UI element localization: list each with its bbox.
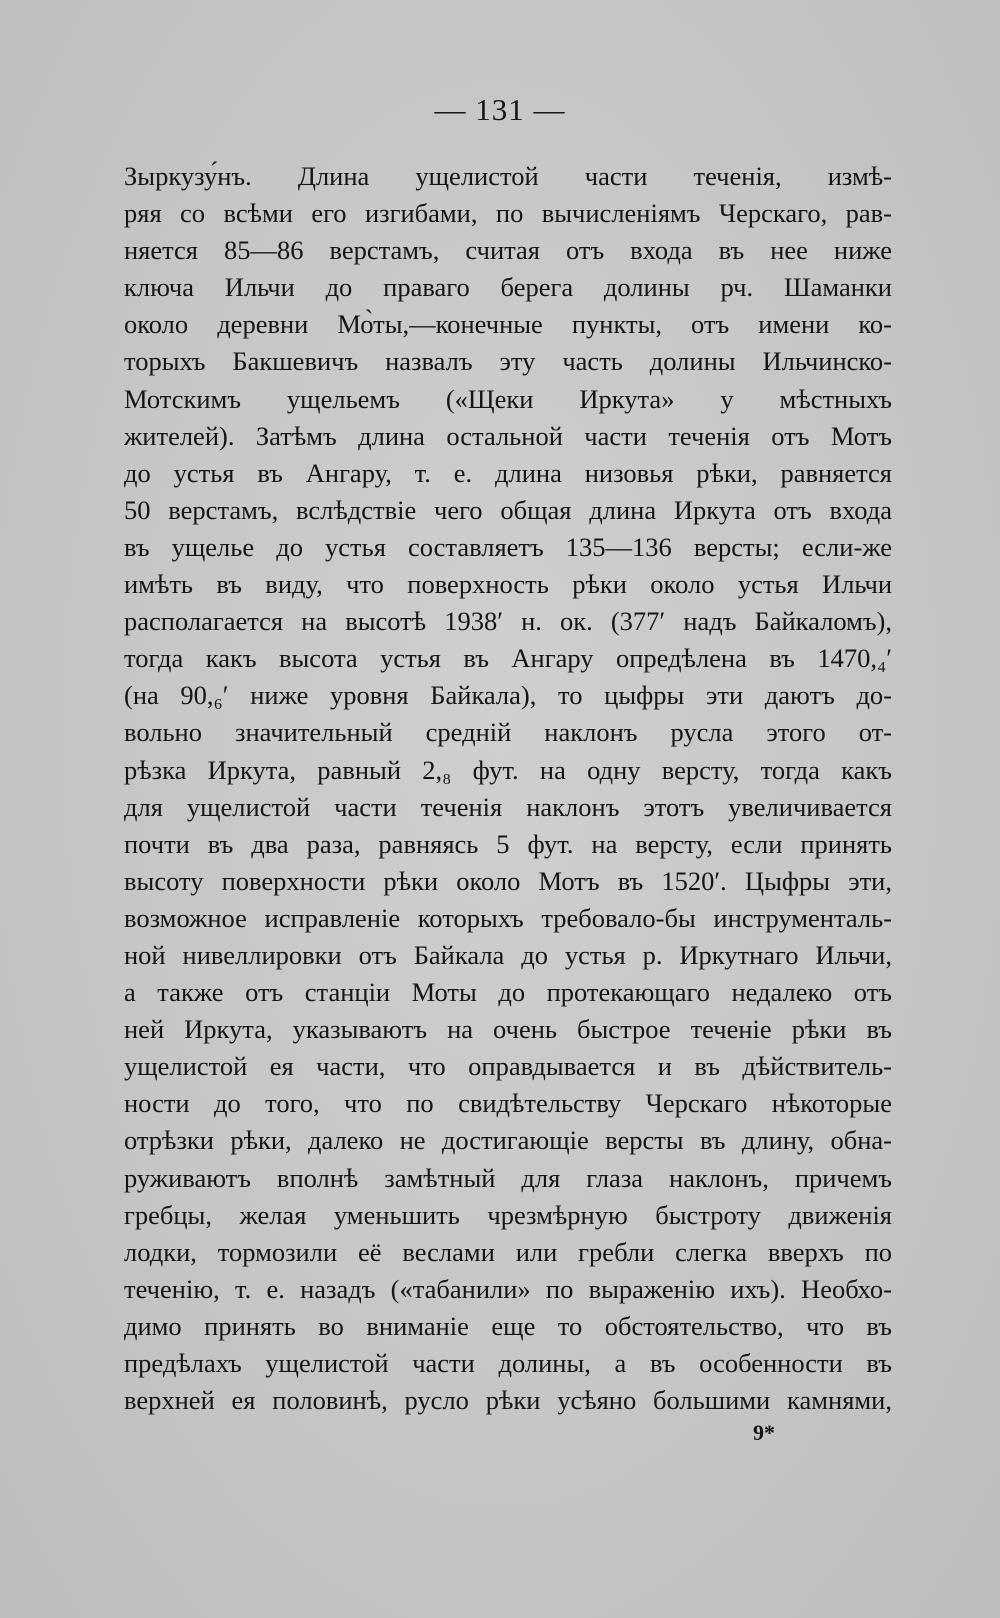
text-line: (на 90,₆′ ниже уровня Байкала), то цыфры эти даютъ до- xyxy=(124,680,892,711)
text-line: предѣлахъ ущелистой части долины, а въ особенности въ xyxy=(124,1348,892,1378)
text-line: димо принять во вниманіе еще то обстоятельство, что въ xyxy=(124,1310,892,1341)
text-line: верхней ея половинѣ, русло рѣки усѣяно большими камнями, xyxy=(124,1385,892,1416)
text-line: въ ущелье до устья составляетъ 135—136 версты; если-же xyxy=(124,531,892,562)
text-line: 50 верстамъ, вслѣдствіе чего общая длина Иркута отъ входа xyxy=(124,494,892,525)
text-line: ной нивеллировки отъ Байкала до устья р. Иркутнаго Ильчи, xyxy=(124,939,892,970)
text-line: ности до того, что по свидѣтельству Черскаго нѣкоторые xyxy=(124,1088,892,1119)
text-line: ней Иркута, указываютъ на очень быстрое теченіе рѣки въ xyxy=(124,1014,892,1045)
text-line: вольно значительный средній наклонъ русла этого от- xyxy=(124,717,892,748)
text-line: возможное исправленіе которыхъ требовало-бы инструменталь- xyxy=(124,902,892,933)
text-line: теченію, т. е. назадъ («табанили» по выраженію ихъ). Необхо- xyxy=(124,1273,892,1304)
text-line: имѣть въ виду, что поверхность рѣки около устья Ильчи xyxy=(124,569,892,600)
text-line: ущелистой ея части, что оправдывается и въ дѣйствитель- xyxy=(124,1051,892,1082)
text-line: почти въ два раза, равняясь 5 фут. на версту, если принять xyxy=(124,828,892,859)
text-line: высоту поверхности рѣки около Мотъ въ 1520′. Цыфры эти, xyxy=(124,865,892,896)
text-line: руживаютъ вполнѣ замѣтный для глаза наклонъ, причемъ xyxy=(124,1162,892,1193)
text-line: располагается на высотѣ 1938′ н. ок. (377′ надъ Байкаломъ), xyxy=(124,606,892,637)
text-line: няется 85—86 верстамъ, считая отъ входа въ нее ниже xyxy=(124,235,892,266)
text-line: а также отъ станціи Моты до протекающаго недалеко отъ xyxy=(124,977,892,1008)
text-line: для ущелистой части теченія наклонъ этотъ увеличивается xyxy=(124,791,892,822)
text-line: ряя со всѣми его изгибами, по вычисленіямъ Черскаго, рав- xyxy=(124,198,892,229)
text-line: гребцы, желая уменьшить чрезмѣрную быстроту движенія xyxy=(124,1199,892,1230)
text-line: Мотскимъ ущельемъ («Щеки Иркута» у мѣстныхъ xyxy=(124,383,892,414)
text-line: торыхъ Бакшевичъ назвалъ эту часть долины Ильчинско- xyxy=(124,346,892,377)
text-line: около деревни Мо̀ты,—конечные пункты, отъ имени ко- xyxy=(124,309,892,340)
printer-signature-mark: 9* xyxy=(753,1420,775,1445)
body-text xyxy=(124,158,892,1419)
text-line: жителей). Затѣмъ длина остальной части теченія отъ Мотъ xyxy=(124,420,892,451)
text-line: до устья въ Ангару, т. е. длина низовья рѣки, равняется xyxy=(124,457,892,488)
text-line: лодки, тормозили её веслами или гребли слегка вверхъ по xyxy=(124,1236,892,1267)
text-line: Зыркузу́нъ. Длина ущелистой части теченія, измѣ- xyxy=(124,161,892,191)
text-line: ключа Ильчи до праваго берега долины рч. Шаманки xyxy=(124,272,892,303)
page-number: — 131 — xyxy=(434,92,566,127)
text-line: тогда какъ высота устья въ Ангару опредѣлена въ 1470,₄′ xyxy=(124,643,892,674)
text-line: рѣзка Иркута, равный 2,₈ фут. на одну версту, тогда какъ xyxy=(124,754,892,785)
text-line: отрѣзки рѣки, далеко не достигающіе версты въ длину, обна- xyxy=(124,1125,892,1156)
